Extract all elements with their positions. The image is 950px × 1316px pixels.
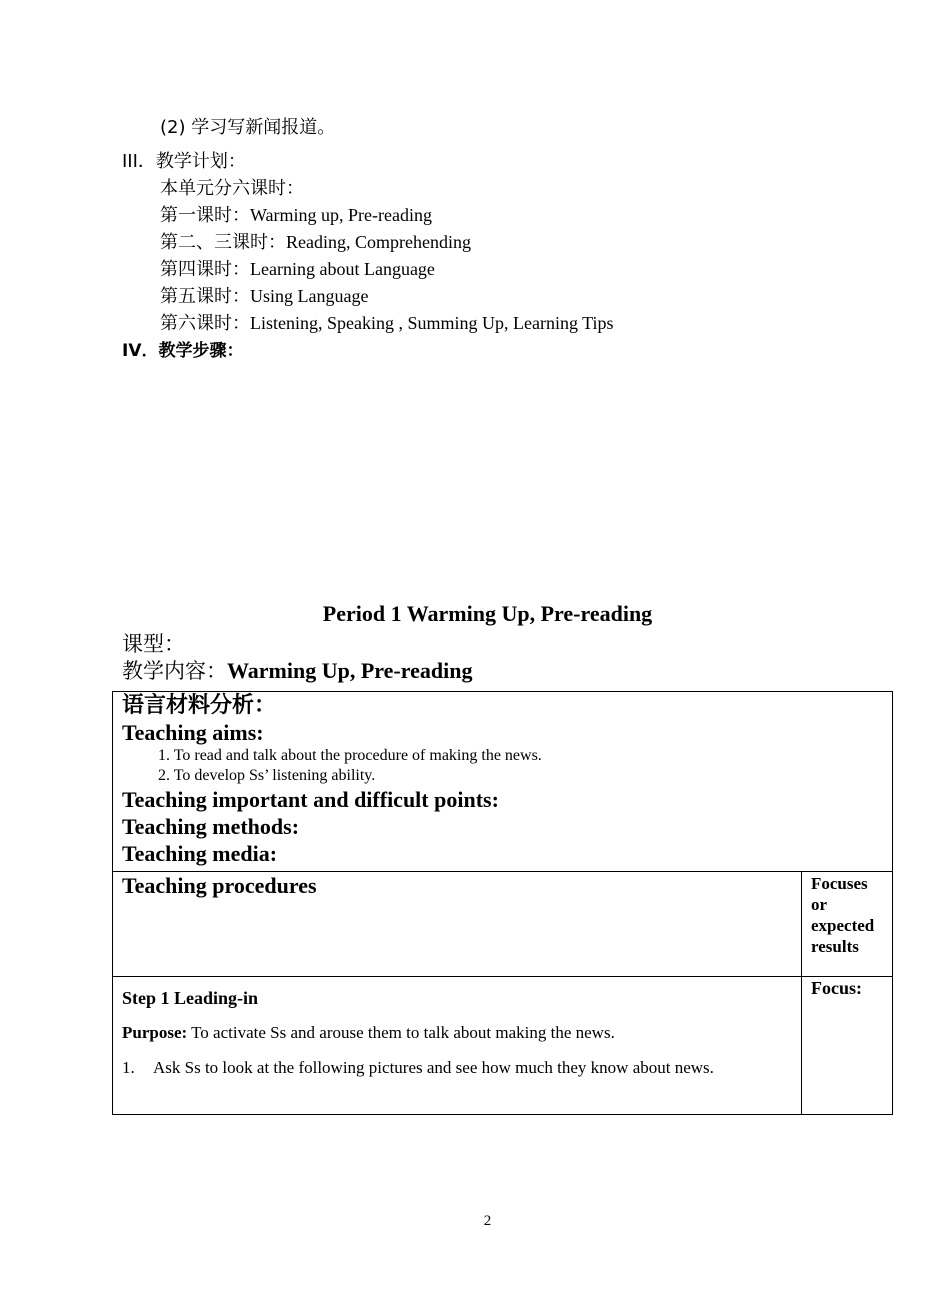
- table-row: [113, 692, 893, 872]
- step1-cell: [113, 977, 802, 1115]
- aims-label: Teaching aims:: [122, 720, 264, 745]
- lesson-line-5: [160, 309, 614, 335]
- media-label: Teaching media:: [122, 841, 278, 866]
- lesson-text: Learning about Language: [250, 259, 435, 279]
- lesson-text: Listening, Speaking , Summing Up, Learning Tips: [250, 313, 614, 333]
- lesson-text: Using Language: [250, 286, 369, 306]
- table-row: [113, 872, 893, 977]
- points-label: Teaching important and difficult points:: [122, 787, 499, 812]
- aim-item: 2. To develop Ss’ listening ability.: [158, 767, 376, 784]
- plan-intro: 本单元分六课时：: [160, 178, 304, 199]
- step1-title: Step 1 Leading-in: [122, 988, 259, 1008]
- methods-label: Teaching methods:: [122, 814, 300, 839]
- step1-item: [122, 1057, 792, 1079]
- procedures-label: Teaching procedures: [122, 873, 317, 898]
- purpose-label: Purpose:: [122, 1023, 188, 1042]
- plan-heading: III．教学计划：: [122, 151, 246, 172]
- lesson-label: 第六课时：: [160, 313, 250, 334]
- analysis-cell: [113, 692, 893, 872]
- teaching-content: [122, 655, 472, 685]
- step1-item-number: 1.: [122, 1058, 135, 1077]
- focuses-header-cell: [802, 872, 893, 977]
- focus-label: Focus:: [811, 978, 862, 998]
- lesson-text: Reading, Comprehending: [286, 232, 471, 252]
- lesson-line-4: [160, 282, 368, 308]
- analysis-label: 语言材料分析：: [122, 693, 277, 718]
- step1-purpose: [122, 1022, 792, 1044]
- objective-line-2: (2) 学习写新闻报道。: [160, 117, 336, 138]
- table-row: [113, 977, 893, 1115]
- purpose-text: To activate Ss and arouse them to talk about making the news.: [187, 1023, 615, 1042]
- teaching-content-label: 教学内容：: [122, 659, 227, 683]
- procedures-header-cell: [113, 872, 802, 977]
- lesson-label: 第二、三课时：: [160, 232, 286, 253]
- lesson-line-1: [160, 201, 432, 227]
- teaching-content-value: Warming Up, Pre-reading: [227, 658, 473, 683]
- lesson-line-2: [160, 228, 471, 254]
- step1-item-text: Ask Ss to look at the following pictures and see how much they know about news.: [153, 1058, 714, 1077]
- lesson-label: 第一课时：: [160, 205, 250, 226]
- lesson-label: 第四课时：: [160, 259, 250, 280]
- aim-item: 1. To read and talk about the procedure of making the news.: [158, 747, 542, 764]
- lesson-line-3: [160, 255, 435, 281]
- period-title: Period 1 Warming Up, Pre-reading: [322, 601, 653, 626]
- lesson-text: Warming up, Pre-reading: [250, 205, 432, 225]
- lesson-type-label: 课型：: [122, 632, 185, 656]
- lesson-plan-table: [112, 691, 893, 1115]
- step1-focus-cell: [802, 977, 893, 1115]
- steps-heading: IV．教学步骤：: [122, 341, 244, 361]
- focuses-label: Focuses or expected results: [811, 874, 875, 956]
- lesson-label: 第五课时：: [160, 286, 250, 307]
- page-number: 2: [483, 1213, 492, 1229]
